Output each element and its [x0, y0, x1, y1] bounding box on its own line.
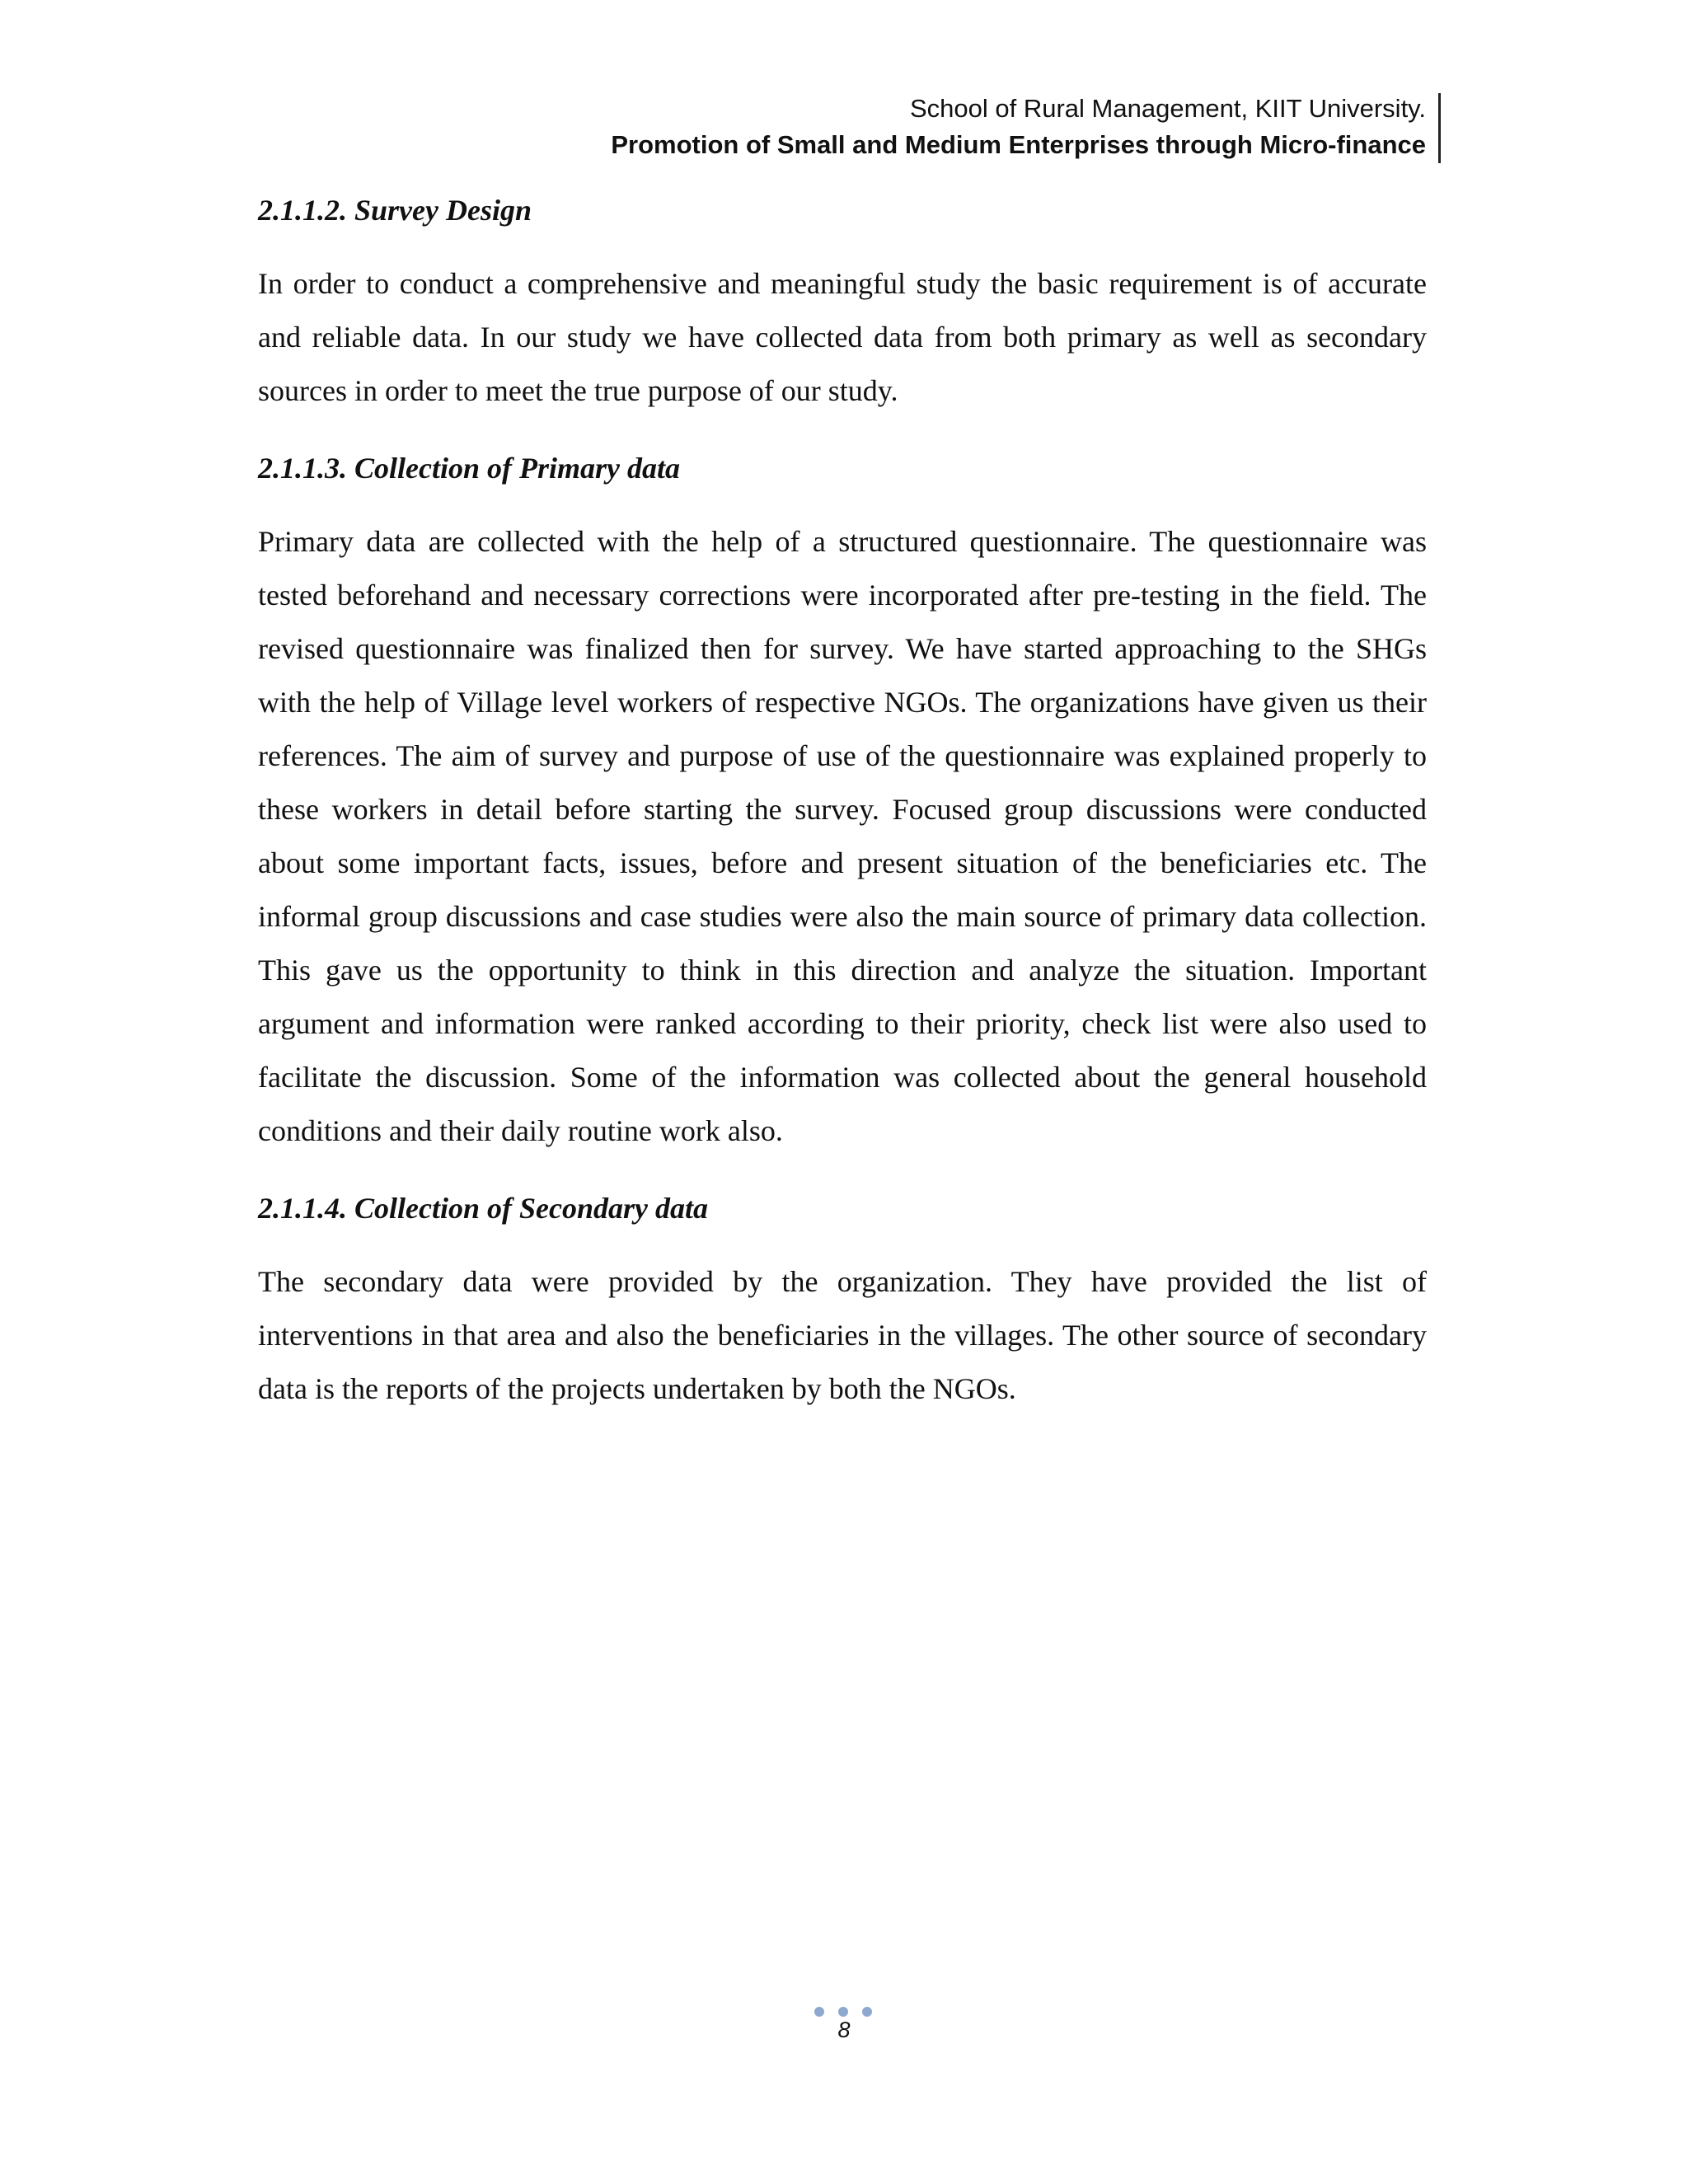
section-primary-data — [258, 448, 1427, 1158]
section-heading: 2.1.1.2. Survey Design — [258, 194, 532, 227]
header-vertical-rule — [1438, 93, 1441, 163]
page-body — [258, 190, 1427, 1446]
section-paragraph: The secondary data were provided by the organization. They have provided the list of interventions in that area and also the beneficiaries in the villages. The other source of secondary data is the reports of the projects undertaken by both the NGOs. — [258, 1265, 1427, 1405]
section-survey-design — [258, 190, 1427, 418]
section-paragraph: In order to conduct a comprehensive and meaningful study the basic requirement is of accurate and reliable data. In our study we have collected data from both primary as well as secondary sources in order to meet the true purpose of our study. — [258, 267, 1427, 407]
section-heading: 2.1.1.3. Collection of Primary data — [258, 452, 680, 485]
section-heading: 2.1.1.4. Collection of Secondary data — [258, 1192, 708, 1225]
header-institution: School of Rural Management, KIIT University. — [909, 94, 1426, 123]
page-number: 8 — [837, 2018, 851, 2042]
header-report-title: Promotion of Small and Medium Enterprises through Micro-finance — [611, 130, 1426, 159]
running-header — [577, 91, 1426, 163]
section-paragraph: Primary data are collected with the help of a structured questionnaire. The questionnaire was tested beforehand and necessary corrections were incorporated after pre-testing in the field. The revised questionnaire was finalized then for survey. We have started approaching to the SHGs with the help of Village level workers of respective NGOs. The organizations have given us their references. The aim of survey and purpose of use of the questionnaire was explained properly to these workers in detail before starting the survey. Focused group discussions were conducted about some important facts, issues, before and present situation of the beneficiaries etc. The informal group discussions and case studies were also the main source of primary data collection. This gave us the opportunity to think in this direction and analyze the situation. Important argument and information were ranked according to their priority, check list were also used to facilitate the discussion. Some of the information was collected about the general household conditions and their daily routine work also. — [258, 525, 1427, 1147]
section-secondary-data — [258, 1188, 1427, 1416]
